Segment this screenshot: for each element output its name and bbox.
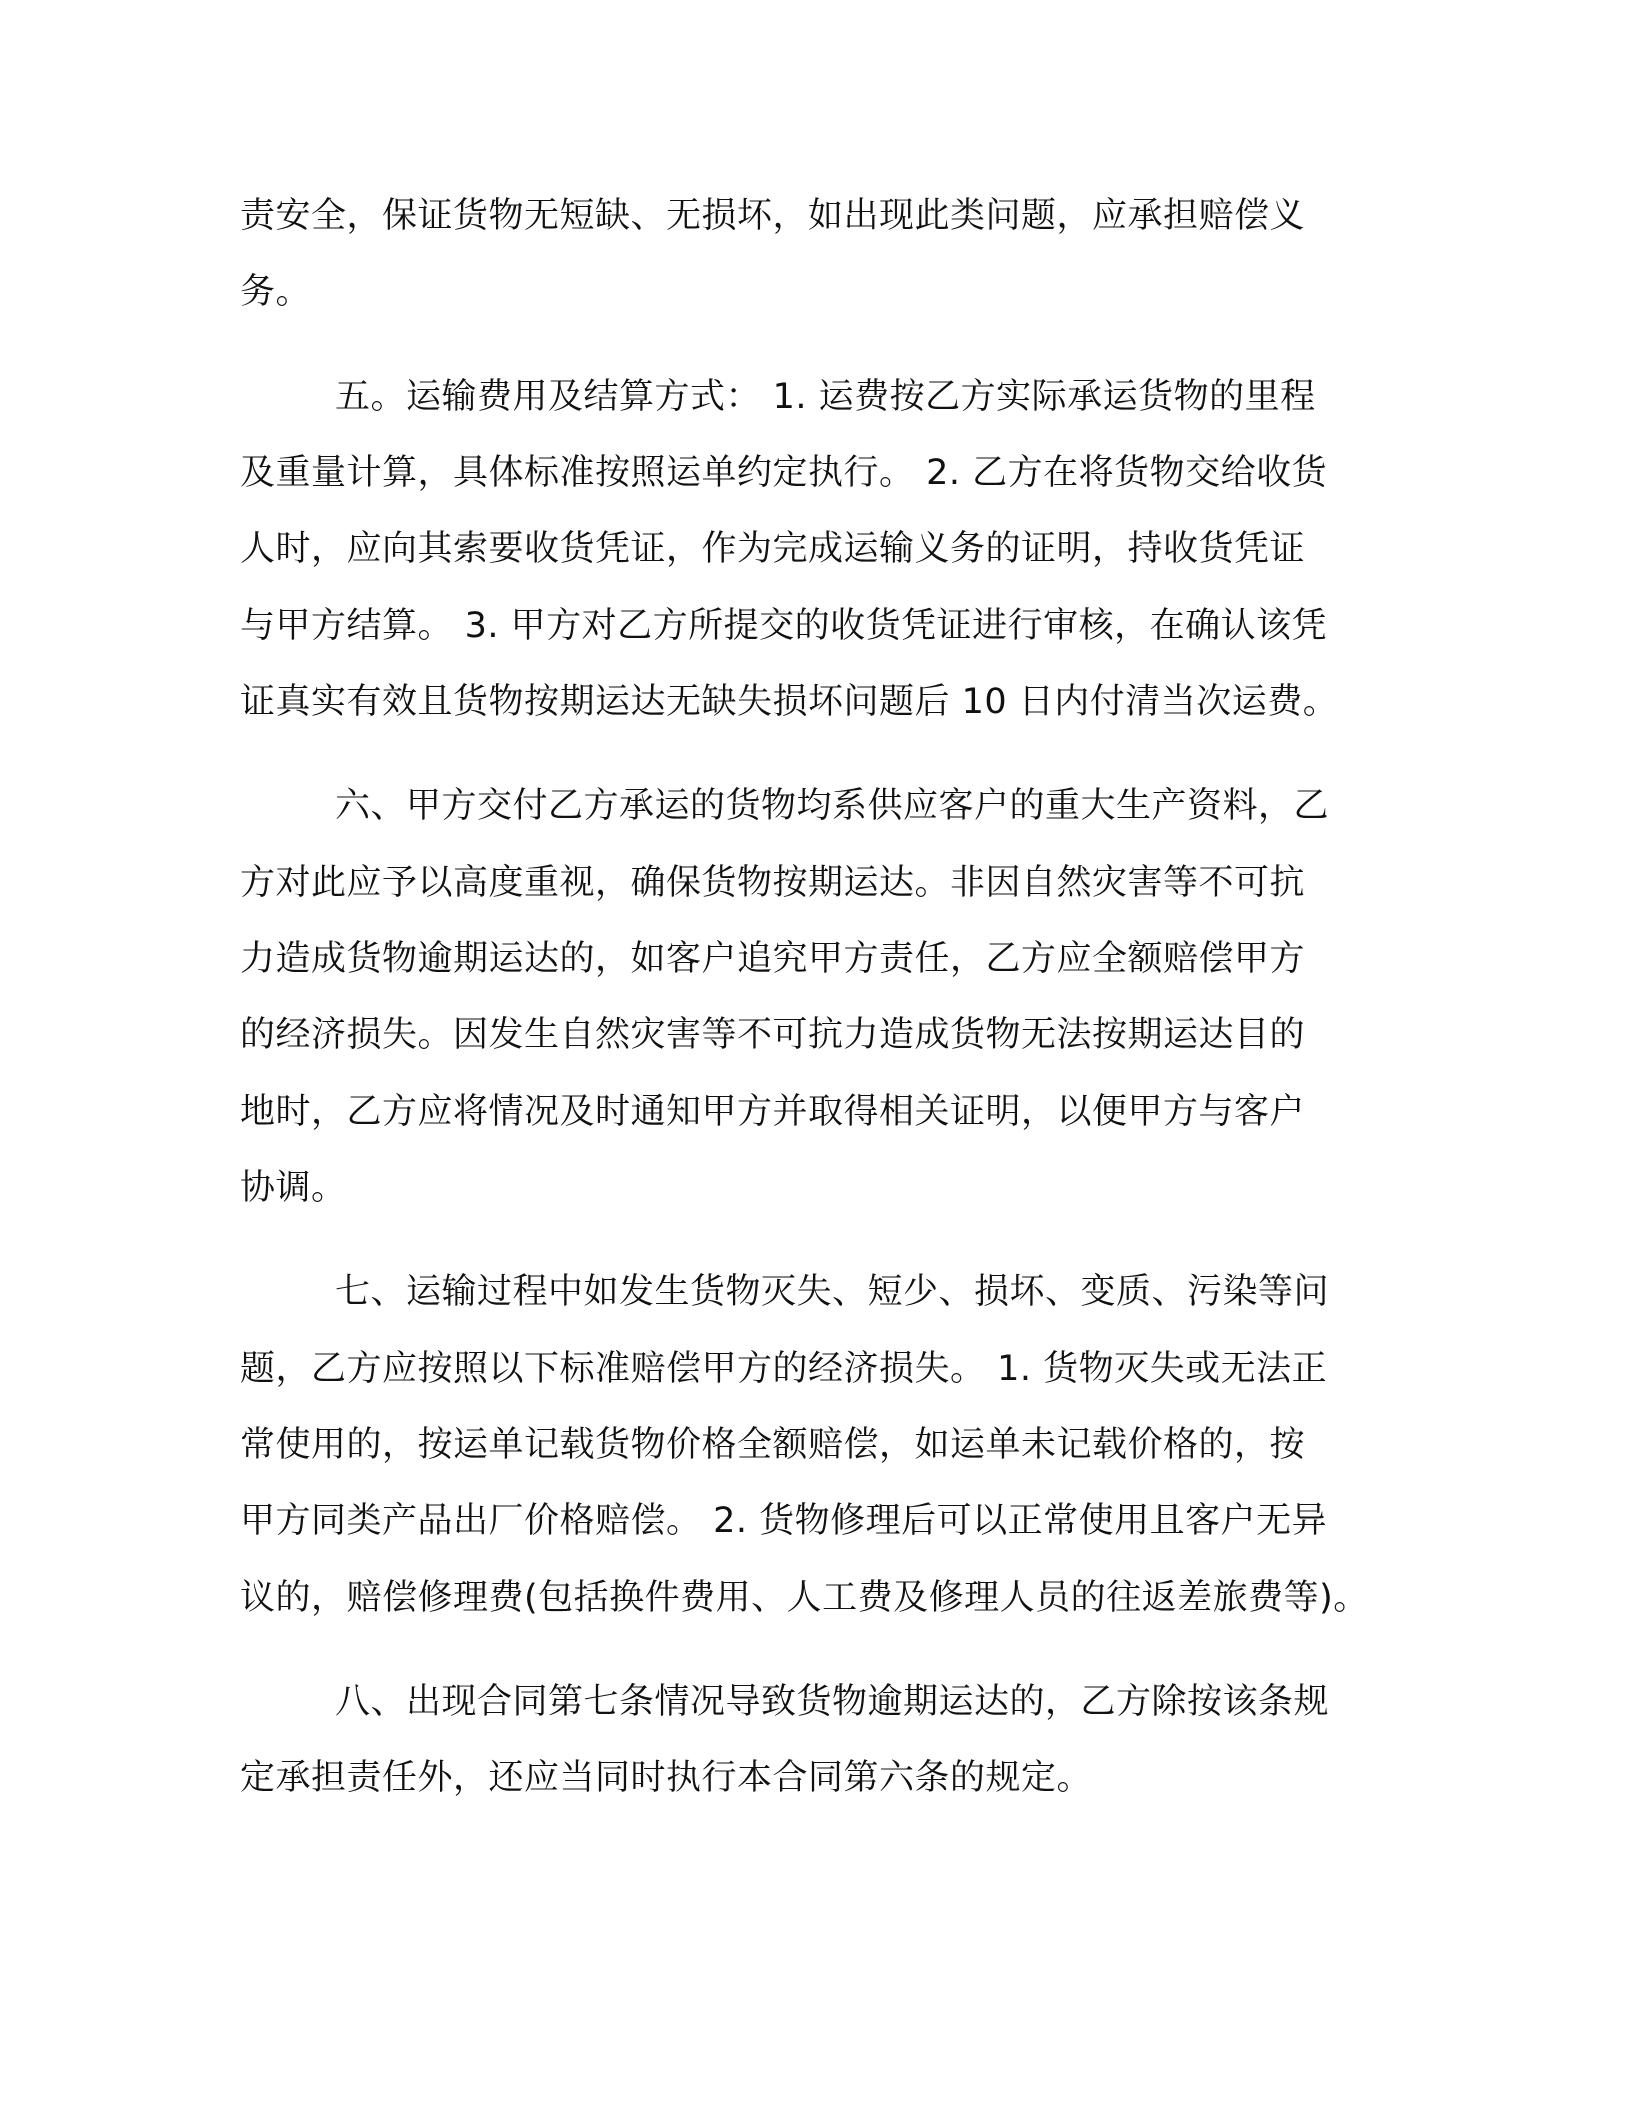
text-line: 五。运输费用及结算方式： 1. 运费按乙方实际承运货物的里程: [335, 377, 1316, 417]
text-line: 题，乙方应按照以下标准赔偿甲方的经济损失。 1. 货物灭失或无法正: [240, 1349, 1328, 1389]
text-line: 六、甲方交付乙方承运的货物均系供应客户的重大生产资料，乙: [335, 786, 1330, 826]
text-line: 责安全，保证货物无短缺、无损坏，如出现此类问题，应承担赔偿义: [240, 196, 1306, 236]
text-line: 证真实有效且货物按期运达无缺失损坏问题后 10 日内付清当次运费。: [240, 682, 1339, 722]
text-line: 甲方同类产品出厂价格赔偿。 2. 货物修理后可以正常使用且客户无异: [240, 1501, 1328, 1541]
text-line: 议的，赔偿修理费(包括换件费用、人工费及修理人员的往返差旅费等)。: [240, 1578, 1369, 1618]
text-line: 的经济损失。因发生自然灾害等不可抗力造成货物无法按期运达目的: [240, 1015, 1306, 1055]
text-line: 方对此应予以高度重视，确保货物按期运达。非因自然灾害等不可抗: [240, 863, 1306, 903]
text-line: 及重量计算，具体标准按照运单约定执行。 2. 乙方在将货物交给收货: [240, 453, 1328, 493]
text-line: 务。: [240, 272, 312, 312]
text-line: 七、运输过程中如发生货物灭失、短少、损坏、变质、污染等问: [335, 1272, 1330, 1312]
text-line: 地时，乙方应将情况及时通知甲方并取得相关证明，以便甲方与客户: [240, 1092, 1306, 1132]
text-line: 与甲方结算。 3. 甲方对乙方所提交的收货凭证进行审核，在确认该凭: [240, 606, 1328, 646]
text-line: 八、出现合同第七条情况导致货物逾期运达的，乙方除按该条规: [335, 1682, 1330, 1722]
text-line: 力造成货物逾期运达的，如客户追究甲方责任，乙方应全额赔偿甲方: [240, 939, 1306, 979]
text-line: 定承担责任外，还应当同时执行本合同第六条的规定。: [240, 1758, 1093, 1798]
text-line: 协调。: [240, 1168, 347, 1208]
text-line: 人时，应向其索要收货凭证，作为完成运输义务的证明，持收货凭证: [240, 529, 1306, 569]
text-line: 常使用的，按运单记载货物价格全额赔偿，如运单未记载价格的，按: [240, 1425, 1306, 1465]
